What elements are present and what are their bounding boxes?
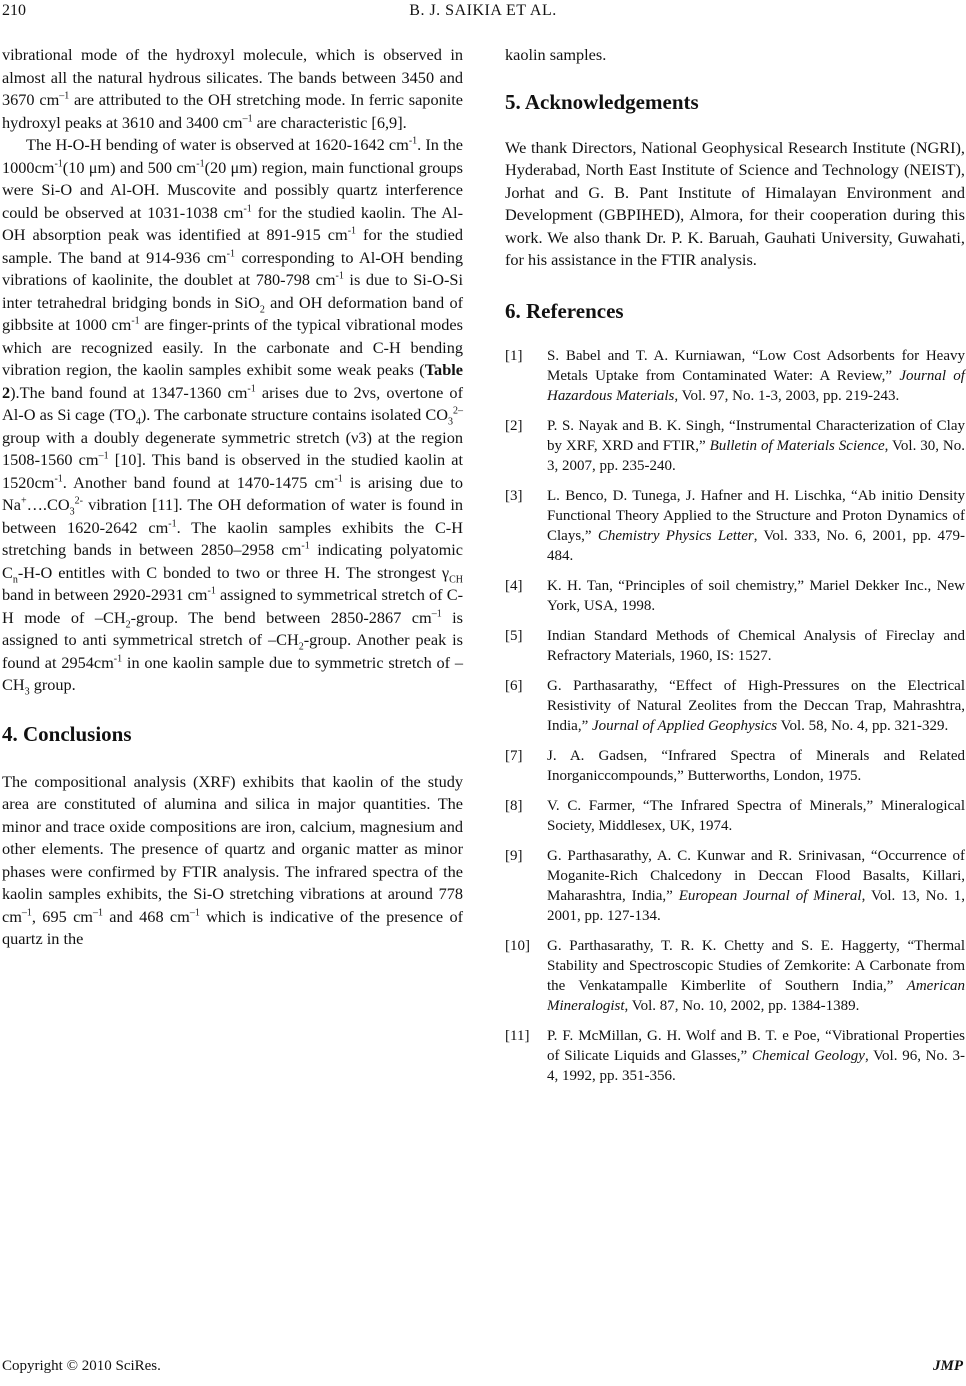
reference-item: [6] G. Parthasarathy, “Effect of High-Pressures on the Electrical Resistivity of Natural Zeolites from the Deccan Trap, Mahrashtra, India,” Journal of Applied Geophysics Vol. 58, No. 4, pp. 321-329.	[505, 677, 965, 734]
journal-title: Bulletin of Materials Science	[709, 437, 885, 454]
reference-item: [3] L. Benco, D. Tunega, J. Hafner and H. Lischka, “Ab initio Density Functional Theory Applied to the Structure and Proton Dynamics of Clays,” Chemistry Physics Letter, Vol. 333, No. 6, 2001, pp. 479-484.	[505, 487, 965, 564]
reference-number: [10]	[505, 937, 530, 954]
reference-number: [3]	[505, 487, 523, 504]
reference-number: [4]	[505, 577, 523, 594]
reference-number: [2]	[505, 417, 523, 434]
reference-number: [6]	[505, 677, 523, 694]
journal-title: Journal of Applied Geophysics	[591, 717, 778, 734]
journal-name: JMP	[933, 1358, 963, 1374]
page-number: 210	[2, 2, 26, 19]
journal-title: American Mineralogist	[547, 977, 965, 1014]
reference-number: [9]	[505, 847, 523, 864]
reference-list	[505, 346, 965, 1086]
reference-item: [8] V. C. Farmer, “The Infrared Spectra of Minerals,” Mineralogical Society, Middlesex, UK, 1974.	[505, 797, 965, 834]
journal-title: Chemical Geology	[751, 1047, 865, 1064]
reference-number: [8]	[505, 797, 523, 814]
section-heading: 5. Acknowledgements	[505, 89, 699, 114]
reference-item: [7] J. A. Gadsen, “Infrared Spectra of Minerals and Related Inorganiccompounds,” Butterworths, London, 1975.	[505, 747, 965, 784]
journal-title: European Journal of Mineral	[678, 887, 862, 904]
reference-number: [5]	[505, 627, 523, 644]
reference-item: [10] G. Parthasarathy, T. R. K. Chetty and S. E. Haggerty, “Thermal Stability and Spectroscopic Studies of Zemkorite: A Carbonate from the Venkatampalle Kimberlite of Southern India,” American Mineralogist, Vol. 87, No. 10, 2002, pp. 1384-1389.	[505, 937, 965, 1014]
reference-item: [2] P. S. Nayak and B. K. Singh, “Instrumental Characterization of Clay by XRF, XRD and FTIR,” Bulletin of Materials Science, Vol. 30, No. 3, 2007, pp. 235-240.	[505, 417, 965, 474]
running-title: B. J. SAIKIA ET AL.	[409, 2, 557, 19]
reference-number: [7]	[505, 747, 523, 764]
reference-number: [11]	[505, 1027, 530, 1044]
reference-item: [11] P. F. McMillan, G. H. Wolf and B. T. e Poe, “Vibrational Properties of Silicate Liquids and Glasses,” Chemical Geology, Vol. 96, No. 3-4, 1992, pp. 351-356.	[505, 1027, 965, 1084]
paragraph: The compositional analysis (XRF) exhibits that kaolin of the study area are constituted of alumina and silica in major quantities. The minor and trace oxide compositions are iron, calcium, magnesium and other elements. The presence of quartz and organic matter as minor phases were confirmed by FTIR analysis. The infrared spectra of the kaolin samples exhibits, the Si-O stretching vibrations at around 778 $cm^{-1}$, 695 $cm^{-1}$ and 468 $cm^{-1}$ which is indicative of the presence of quartz in the	[2, 771, 464, 948]
left-column	[2, 44, 463, 951]
section-heading: 6. References	[505, 298, 624, 323]
section-heading: 4. Conclusions	[2, 721, 132, 746]
reference-number: [1]	[505, 347, 523, 364]
copyright: Copyright © 2010 SciRes.	[2, 1358, 161, 1374]
journal-title: Journal of Hazardous Materials	[547, 367, 965, 404]
reference-item: [9] G. Parthasarathy, A. C. Kunwar and R. Srinivasan, “Occurrence of Moganite-Rich Chalcedony in Deccan Flood Basalts, Killari, Maharashtra, India,” European Journal of Mineral, Vol. 13, No. 1, 2001, pp. 127-134.	[505, 847, 965, 924]
paragraph: kaolin samples.	[505, 45, 607, 64]
reference-item: [1] S. Babel and T. A. Kurniawan, “Low Cost Adsorbents for Heavy Metals Uptake from Contaminated Water: A Review,” Journal of Hazardous Materials, Vol. 97, No. 1-3, 2003, pp. 219-243.	[505, 347, 965, 404]
reference-item: [5] Indian Standard Methods of Chemical Analysis of Fireclay and Refractory Materials, 1960, IS: 1527.	[505, 627, 965, 664]
right-column	[505, 44, 965, 1096]
reference-item: [4] K. H. Tan, “Principles of soil chemistry,” Mariel Dekker Inc., New York, USA, 1998.	[505, 577, 965, 614]
journal-title: Chemistry Physics Letter	[597, 527, 754, 544]
paragraph: We thank Directors, National Geophysical Research Institute (NGRI), Hyderabad, North East Institute of Science and Technology (NEIST), Jorhat and G. B. Pant Institute of Himalayan Environment and Development (GBPIHED), Almora, for their cooperation during this work. We also thank Dr. P. K. Baruah, Gauhati University, Guwahati, for his assistance in the FTIR analysis.	[505, 137, 965, 269]
paragraph: vibrational mode of the hydroxyl molecule, which is observed in almost all the natural hydrous silicates. The bands between 3450 and 3670 $cm^{-1}$ are attributed to the OH stretching mode. In ferric saponite hydroxyl peaks at 3610 and 3400 $cm^{-1}$ are characteristic [6,9].	[2, 45, 463, 132]
paragraph: The H-O-H bending of water is observed at 1620-1642 $cm^{-1}$. In the $1000cm^{-1}(10$ μm) and 500 $cm^{-1}(20$ μm) region, main functional groups were Si-O and Al-OH. Muscovite and possibly quartz interference could be observed at 1031-1038 $cm^{-1}$ for the studied kaolin. The Al-OH absorption peak was identified at 891-915 $cm^{-1}$ for the studied sample. The band at 914-936 $cm^{-1}$ corresponding to Al-OH bending vibrations of kaolinite, the doublet at 780-798 $cm^{-1}$ is due to Si-O-Si inter tetrahedral bridging bonds in SiO$_2$ and OH deformation band of gibbsite at 1000 $cm^{-1}$ are finger-prints of the typical vibrational modes which are recognized easily. In the carbonate and C-H bending vibration region, the kaolin samples exhibit some weak peaks (Table 2).The band found at 1347-1360 $cm^{-1}$ arises due to 2vs, overtone of Al-O as Si cage $(TO_4)$. The carbonate structure contains isolated $CO_3^{2-}$ group with a doubly degenerate symmetric stretch (ν3) at the region 1508-1560 $cm^{-1}$ [10]. This band is observed in the studied kaolin at $1520cm^{-1}$. Another band found at 1470-1475 $cm^{-1}$ is arising due to $Na^+\dots.CO_3^{2-}$ vibration [11]. The OH deformation of water is found in between 1620-2642 $cm^{-1}$. The kaolin samples exhibits the C-H stretching bands in between 2850–2958 $cm^{-1}$ indicating polyatomic $C_n-H-O$ entitles with C bonded to two or three H. The strongest $\gamma_{CH}$ band in between 2920-2931 $cm^{-1}$ assigned to symmetrical stretch of C-H mode of $-CH_2$-group. The bend between 2850-2867 $cm^{-1}$ is assigned to anti symmetrical stretch of $-CH_2$-group. Another peak is found at $2954cm^{-1}$ in one kaolin sample due to symmetric stretch of $-CH_3$ group.	[2, 135, 464, 698]
